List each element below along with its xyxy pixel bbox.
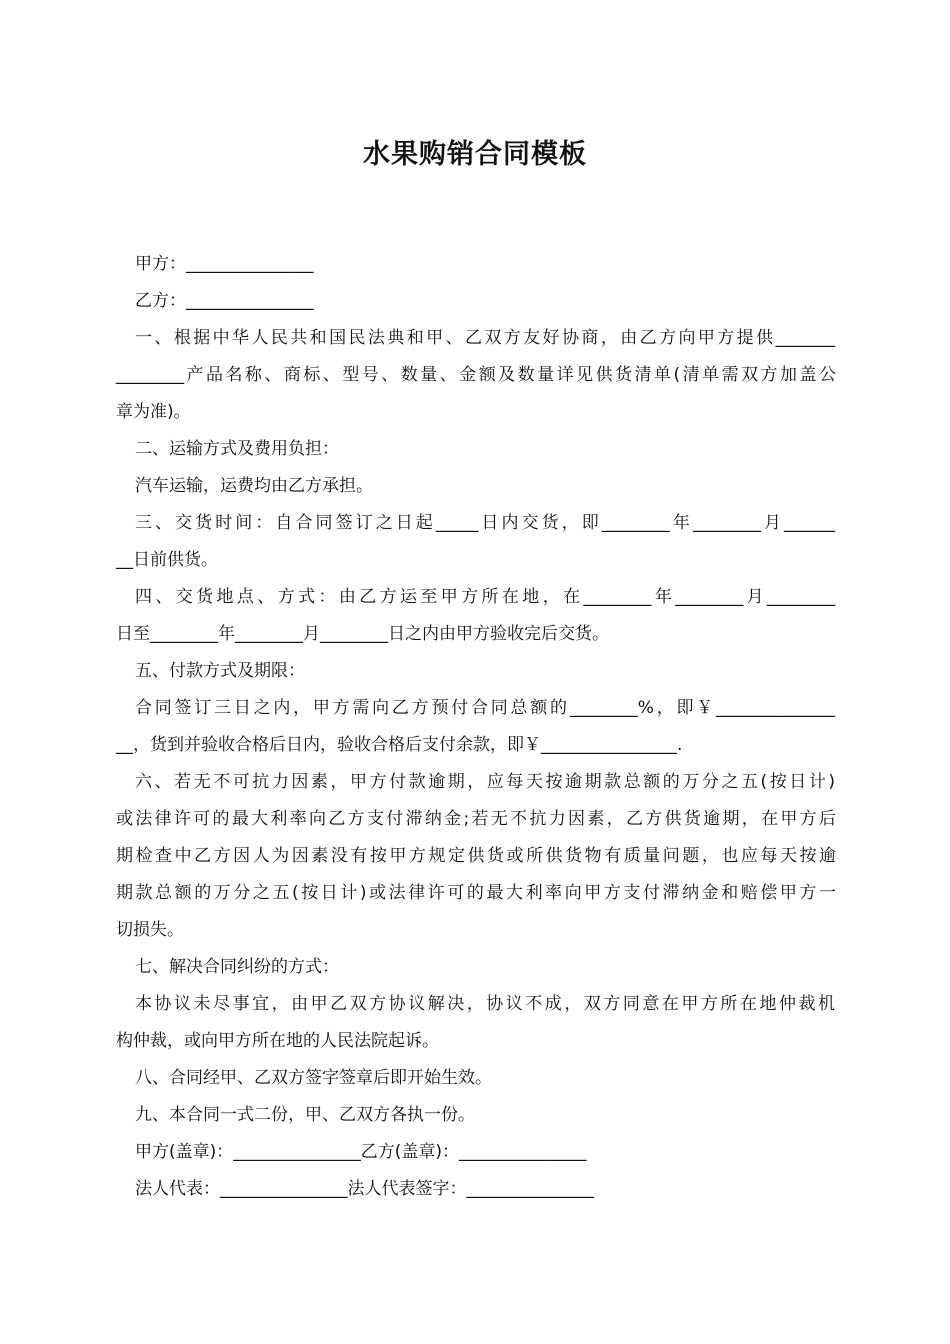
clause-5-line-1: 合同签订三日之内，甲方需向乙方预付合同总额的________%，即￥______________	[135, 698, 835, 718]
clause-5-line-2: __，货到并验收合格后日内，验收合格后支付余款，即￥________________.	[116, 735, 683, 755]
clause-3-line-2: __日前供货。	[116, 550, 218, 570]
representative-line: 法人代表：_______________法人代表签字：_______________	[135, 1179, 594, 1199]
clause-9: 九、本合同一式二份，甲、乙双方各执一份。	[135, 1105, 475, 1125]
clause-1-line-3: 章为准)。	[116, 402, 191, 422]
clause-3-line-1: 三、交货时间：自合同签订之日起_____日内交货，即________年________月______	[135, 513, 835, 533]
clause-2-heading: 二、运输方式及费用负担：	[135, 439, 339, 459]
clause-6-line-2: 或法律许可的最大利率向乙方支付滞纳金;若无不抗力因素，乙方供货逾期，在甲方后	[116, 809, 836, 829]
clause-1-line-2: ________产品名称、商标、型号、数量、金额及数量详见供货清单(清单需双方加盖公	[116, 365, 836, 385]
clause-1-line-1: 一、根据中华人民共和国民法典和甲、乙双方友好协商，由乙方向甲方提供_______	[135, 328, 835, 348]
clause-7-line-1: 本协议未尽事宜，由甲乙双方协议解决，协议不成，双方同意在甲方所在地仲裁机	[135, 994, 835, 1014]
clause-6-line-5: 切损失。	[116, 920, 184, 940]
clause-7-line-2: 构仲裁，或向甲方所在地的人民法院起诉。	[116, 1031, 439, 1051]
clause-7-heading: 七、解决合同纠纷的方式：	[135, 957, 339, 977]
clause-8: 八、合同经甲、乙双方签字签章后即开始生效。	[135, 1068, 492, 1088]
clause-5-heading: 五、付款方式及期限：	[135, 661, 305, 681]
seal-line: 甲方(盖章)：_______________乙方(盖章)：_______________	[135, 1142, 587, 1162]
document-title: 水果购销合同模板	[363, 139, 587, 170]
clause-6-line-3: 期检查中乙方因人为因素没有按甲方规定供货或所供货物有质量问题，也应每天按逾	[116, 846, 836, 866]
party-b-field: 乙方：_______________	[135, 291, 314, 311]
clause-6-line-4: 期款总额的万分之五(按日计)或法律许可的最大利率向甲方支付滞纳金和赔偿甲方一	[116, 883, 836, 903]
clause-2-body: 汽车运输，运费均由乙方承担。	[135, 476, 373, 496]
party-a-field: 甲方：_______________	[135, 254, 314, 274]
clause-6-line-1: 六、若无不可抗力因素，甲方付款逾期，应每天按逾期款总额的万分之五(按日计)	[135, 772, 835, 792]
clause-4-line-1: 四、交货地点、方式：由乙方运至甲方所在地，在________年________月________	[135, 587, 835, 607]
clause-4-line-2: 日至________年________月________日之内由甲方验收完后交货。	[116, 624, 609, 644]
